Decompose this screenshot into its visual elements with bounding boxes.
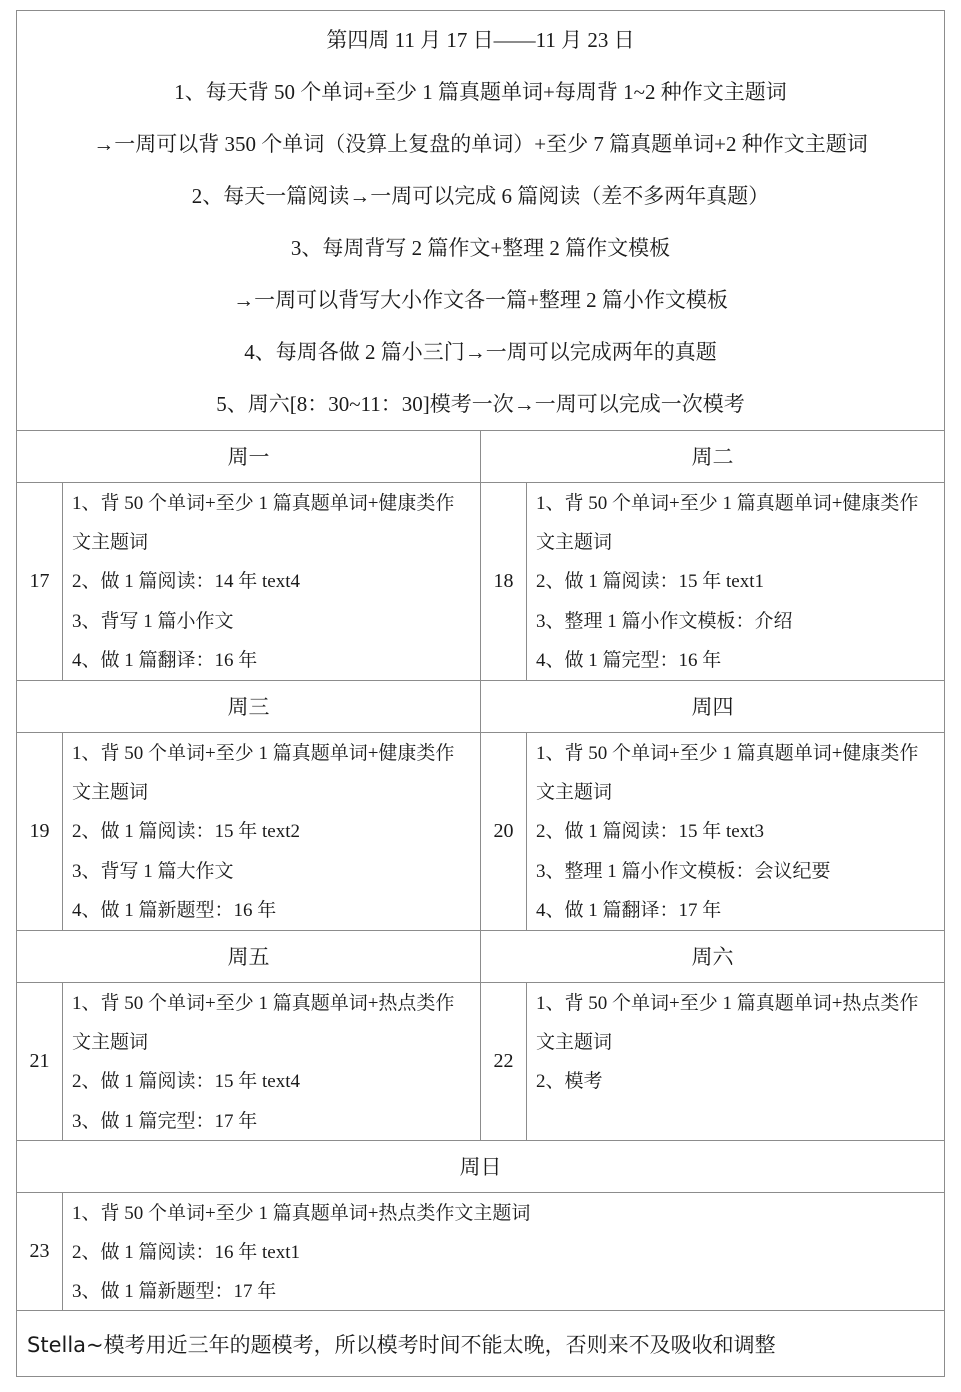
task-item: 3、背写 1 篇小作文 <box>72 610 234 632</box>
plan-rule-line: 5、周六[8：30~11：30]模考一次→一周可以完成一次模考 <box>216 392 745 416</box>
task-item: 3、背写 1 篇大作文 <box>72 860 234 882</box>
day-cell-wednesday <box>17 733 480 930</box>
day-cell-tuesday <box>480 483 944 680</box>
task-item: 1、背 50 个单词+至少 1 篇真题单词+热点类作文主题词 <box>72 1203 531 1224</box>
task-item: 1、背 50 个单词+至少 1 篇真题单词+健康类作文主题词 <box>536 493 919 554</box>
task-item: 1、背 50 个单词+至少 1 篇真题单词+健康类作文主题词 <box>536 743 919 804</box>
day-content-row <box>17 482 944 680</box>
task-item: 3、做 1 篇新题型：17 年 <box>72 1281 277 1303</box>
footer-note: Stella~模考用近三年的题模考，所以模考时间不能太晚，否则来不及吸收和调整 <box>27 1332 776 1357</box>
plan-rule-line: 1、每天背 50 个单词+至少 1 篇真题单词+每周背 1~2 种作文主题词 <box>174 80 787 104</box>
date-number: 20 <box>481 733 527 930</box>
date-number: 23 <box>17 1193 63 1310</box>
day-cell-friday <box>17 983 480 1140</box>
footer-note-row <box>17 1310 944 1376</box>
task-list <box>527 483 944 680</box>
date-number: 17 <box>17 483 63 680</box>
task-item: 2、做 1 篇阅读：14 年 text4 <box>72 571 300 593</box>
task-item: 4、做 1 篇新题型：16 年 <box>72 899 277 921</box>
weekly-study-plan-table <box>16 10 945 1377</box>
day-header-sunday: 周日 <box>459 1155 502 1179</box>
task-item: 4、做 1 篇完型：16 年 <box>536 649 722 671</box>
day-cell-monday <box>17 483 480 680</box>
date-number: 18 <box>481 483 527 680</box>
task-list <box>527 983 944 1140</box>
task-list <box>527 733 944 930</box>
plan-rule-line: →一周可以背写大小作文各一篇+整理 2 篇小作文模板 <box>233 288 728 312</box>
plan-rule-line: →一周可以背 350 个单词（没算上复盘的单词）+至少 7 篇真题单词+2 种作文主题词 <box>93 132 868 156</box>
day-header-thursday: 周四 <box>480 681 944 732</box>
day-header-tuesday: 周二 <box>480 431 944 482</box>
task-item: 2、做 1 篇阅读：15 年 text4 <box>72 1071 300 1093</box>
day-content-row <box>17 732 944 930</box>
plan-rule-line: 3、每周背写 2 篇作文+整理 2 篇作文模板 <box>290 236 671 260</box>
task-item: 1、背 50 个单词+至少 1 篇真题单词+热点类作文主题词 <box>536 993 919 1054</box>
task-item: 2、做 1 篇阅读：15 年 text2 <box>72 821 300 843</box>
task-list <box>63 1193 944 1310</box>
task-item: 1、背 50 个单词+至少 1 篇真题单词+热点类作文主题词 <box>72 993 455 1054</box>
day-content-row <box>17 982 944 1140</box>
plan-rule-line: 2、每天一篇阅读→一周可以完成 6 篇阅读（差不多两年真题） <box>191 184 770 208</box>
day-header-row <box>17 430 944 482</box>
date-number: 21 <box>17 983 63 1140</box>
day-header-saturday: 周六 <box>480 931 944 982</box>
task-list <box>63 733 480 930</box>
day-cell-sunday <box>17 1193 944 1310</box>
day-cell-thursday <box>480 733 944 930</box>
task-item: 2、模考 <box>536 1071 603 1093</box>
plan-summary-section <box>17 11 944 430</box>
task-item: 1、背 50 个单词+至少 1 篇真题单词+健康类作文主题词 <box>72 493 455 554</box>
task-list <box>63 483 480 680</box>
day-header-row <box>17 680 944 732</box>
task-item: 3、整理 1 篇小作文模板：会议纪要 <box>536 860 831 882</box>
plan-rule-line: 4、每周各做 2 篇小三门→一周可以完成两年的真题 <box>244 340 717 364</box>
day-header-monday: 周一 <box>227 445 270 469</box>
day-header-row <box>17 930 944 982</box>
date-number: 22 <box>481 983 527 1140</box>
plan-title: 第四周 11 月 17 日——11 月 23 日 <box>326 28 635 52</box>
task-list <box>63 983 480 1140</box>
task-item: 4、做 1 篇翻译：16 年 <box>72 649 258 671</box>
task-item: 2、做 1 篇阅读：15 年 text3 <box>536 821 764 843</box>
day-header-wednesday: 周三 <box>227 695 270 719</box>
task-item: 1、背 50 个单词+至少 1 篇真题单词+健康类作文主题词 <box>72 743 455 804</box>
task-item: 3、做 1 篇完型：17 年 <box>72 1110 258 1132</box>
day-header-friday: 周五 <box>227 945 270 969</box>
task-item: 2、做 1 篇阅读：16 年 text1 <box>72 1242 300 1264</box>
task-item: 2、做 1 篇阅读：15 年 text1 <box>536 571 764 593</box>
date-number: 19 <box>17 733 63 930</box>
day-cell-saturday <box>480 983 944 1140</box>
day-header-row <box>17 1140 944 1192</box>
task-item: 4、做 1 篇翻译：17 年 <box>536 899 722 921</box>
day-content-row <box>17 1192 944 1310</box>
task-item: 3、整理 1 篇小作文模板：介绍 <box>536 610 793 632</box>
